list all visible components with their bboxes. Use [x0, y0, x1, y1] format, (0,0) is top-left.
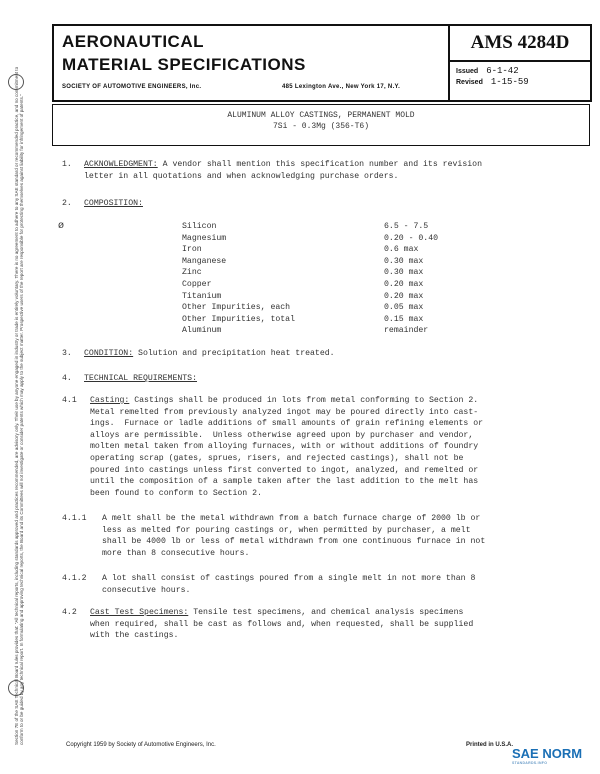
section-2-number: 2. [62, 199, 72, 208]
composition-value: 0.30 max [384, 268, 424, 278]
paragraph-line: when required, shall be cast as follows and, when requested, shall be supplied [90, 619, 474, 629]
section-4-text [84, 373, 197, 385]
header-title-block [54, 26, 450, 100]
section-2-title: COMPOSITION: [84, 199, 143, 208]
paragraph-line: Tensile test specimens, and chemical analysis specimens [188, 608, 464, 617]
paragraph-line: Castings shall be produced in lots from metal conforming to Section 2. [129, 396, 479, 405]
section-4-1-number: 4.1 [62, 396, 77, 405]
composition-row [182, 256, 438, 268]
s42-title: Cast Test Specimens: [90, 608, 189, 617]
section-4-1-2-number: 4.1.2 [62, 574, 87, 583]
composition-element: Other Impurities, total [182, 314, 296, 324]
section-3-text [84, 348, 335, 360]
section-4-title: TECHNICAL REQUIREMENTS: [84, 374, 198, 383]
society-line [62, 84, 401, 90]
spec-header [52, 24, 592, 102]
revision-mark: ø [58, 221, 65, 232]
paragraph-line: Metal remelted from previously analyzed ingot may be poured directly into cast- [90, 407, 479, 417]
paragraph-line: been found to conform to Section 2. [90, 488, 262, 498]
punch-hole [8, 74, 24, 90]
section-4-1-text [90, 395, 483, 499]
composition-element: Magnesium [182, 233, 227, 243]
composition-value: 6.5 - 7.5 [384, 222, 429, 231]
paragraph-line: more than 8 consecutive hours. [102, 548, 250, 558]
composition-value: 0.20 max [384, 279, 424, 289]
header-spec-block [450, 26, 590, 100]
section-4-1-1-text [102, 513, 485, 559]
composition-value: 0.05 max [384, 303, 424, 313]
printed-line: Printed in U.S.A. [466, 742, 514, 748]
composition-element: Iron [182, 245, 202, 255]
composition-value: 0.20 - 0.40 [384, 233, 439, 243]
composition-element: Copper [182, 279, 212, 289]
paragraph-line: shall be 4000 lb or less of metal withdrawn from one continuous furnace in not [102, 537, 486, 547]
section-1-title: ACKNOWLEDGMENT: [84, 160, 158, 169]
paragraph-line: alloys are permissible. Unless otherwise agreed upon by purchaser and vendor, [90, 430, 474, 440]
section-3-title: CONDITION: [84, 349, 134, 358]
section-4-1-2-text [102, 573, 475, 596]
header-title-line1: AERONAUTICAL [62, 32, 204, 51]
composition-element: Zinc [182, 268, 202, 278]
paragraph-line: molten metal taken from alloying furnaces, with or without additions of foundry [90, 442, 479, 452]
subject-line2: 7Si - 0.3Mg (356-T6) [272, 122, 369, 131]
composition-element: Silicon [182, 222, 217, 231]
paragraph-line: with the castings. [90, 631, 179, 641]
header-title-line2: MATERIAL SPECIFICATIONS [62, 55, 306, 74]
revised-date: 1-15-59 [490, 77, 529, 87]
composition-element: Other Impurities, each [182, 303, 291, 313]
watermark-logo [512, 746, 582, 765]
composition-value: remainder [384, 326, 429, 336]
section-3-number: 3. [62, 349, 72, 358]
composition-row [182, 267, 438, 279]
society-address: 485 Lexington Ave., New York 17, N.Y. [282, 84, 401, 90]
composition-row [182, 244, 438, 256]
side-disclaimer: Section 7E of the SAE Technical Board rules provides that: "All technical reports, including standards approved and practices recommended, are advisory only. Their use by anyone engaged in industry or trade is entirely voluntary. There is no agreement to adhere to any SAE standard or recommended practice, and no commitment to conform to or be guided by any technical report. In formulating and approving technical reports, the Board and its Committees will not investigate or consider patents which may apply to the subject matter. Prospective users of the report are responsible for protecting themselves against liability for infringement of patents." [14, 66, 25, 745]
section-4-2-text [90, 607, 473, 642]
section-4-number: 4. [62, 374, 72, 383]
subject-box [52, 104, 590, 146]
punch-hole [8, 680, 24, 696]
composition-value: 0.30 max [384, 256, 424, 266]
section-2-text [84, 198, 143, 210]
composition-table [182, 221, 438, 337]
section-1-line2: letter in all quotations and when acknowledging purchase orders. [84, 171, 399, 181]
spec-dates [456, 66, 529, 88]
composition-value: 0.6 max [384, 245, 419, 255]
issued-label: Issued [456, 68, 479, 75]
s41-title: Casting: [90, 396, 130, 405]
spec-number: AMS 4284D [450, 26, 590, 62]
paragraph-line: until the composition of a sample taken after the last addition to the melt has [90, 477, 479, 487]
section-1-line1: A vendor shall mention this specification number and its revision [157, 160, 482, 169]
composition-row [182, 279, 438, 291]
society-name: SOCIETY OF AUTOMOTIVE ENGINEERS, Inc. [62, 84, 202, 90]
revised-label: Revised [456, 79, 483, 86]
paragraph-line: consecutive hours. [102, 585, 191, 595]
composition-row [182, 314, 438, 326]
subject-line1: ALUMINUM ALLOY CASTINGS, PERMANENT MOLD [227, 111, 415, 120]
copyright-line: Copyright 1959 by Society of Automotive Engineers, Inc. [66, 742, 216, 748]
paragraph-line: less as melted for pouring castings or, when permitted by purchaser, a melt [102, 525, 471, 535]
composition-row [182, 233, 438, 245]
composition-element: Titanium [182, 291, 222, 301]
composition-row [182, 302, 438, 314]
watermark-logo-text: SAE NORM [512, 746, 583, 761]
composition-row [182, 291, 438, 303]
section-4-1-1-number: 4.1.1 [62, 514, 87, 523]
paragraph-line: A melt shall be the metal withdrawn from a batch furnace charge of 2000 lb or [102, 514, 481, 523]
composition-element: Manganese [182, 256, 227, 266]
issued-date: 6-1-42 [486, 66, 519, 76]
paragraph-line: A lot shall consist of castings poured from a single melt in not more than 8 [102, 574, 476, 583]
composition-row [182, 325, 438, 337]
composition-value: 0.20 max [384, 291, 424, 301]
paragraph-line: ings. Furnace or ladle additions of small amounts of grain refining elements or [90, 419, 484, 429]
section-1-number: 1. [62, 160, 72, 169]
composition-row [182, 221, 438, 233]
paragraph-line: poured into castings unless first converted to ingot, analyzed, and remelted or [90, 465, 479, 475]
composition-element: Aluminum [182, 326, 222, 336]
watermark-subtext: STANDARDS.INFO [512, 761, 548, 765]
section-3-body: Solution and precipitation heat treated. [133, 349, 335, 358]
section-1-text [84, 159, 482, 182]
section-4-2-number: 4.2 [62, 608, 77, 617]
composition-value: 0.15 max [384, 314, 424, 324]
paragraph-line: operating scrap (gates, sprues, risers, and rejected castings), shall not be [90, 453, 464, 463]
